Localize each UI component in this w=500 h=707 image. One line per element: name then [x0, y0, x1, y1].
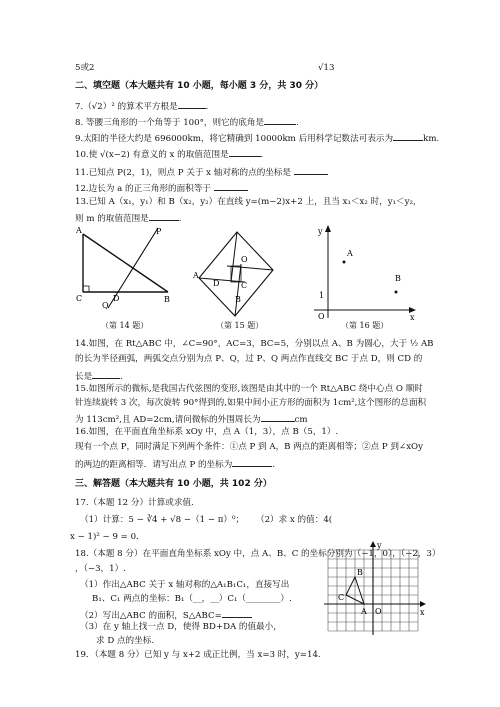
question-16-line-3: 的两边的距离相等．请写出点 P 的坐标为 . — [75, 457, 275, 470]
figure-15 — [191, 228, 281, 320]
answer-blank-13[interactable] — [149, 211, 179, 221]
question-18-part-1: （1）作出△ABC 关于 x 轴对称的△A₁B₁C₁，直接写出 — [80, 580, 290, 590]
question-17-part-1: （1）计算：5 − ∛4 + √8 −（1 − π）⁰； — [80, 515, 245, 525]
question-17: 17.（本题 12 分）计算或求值. — [75, 498, 194, 508]
answer-blank-14[interactable] — [92, 369, 120, 379]
question-11-text: 11.已知点 P(2，1)，则点 P 关于 x 轴对称的点的坐标是 — [75, 168, 292, 178]
fig15-label-d: D — [213, 279, 220, 288]
figure-16 — [306, 222, 418, 322]
question-18-part-3: （3）在 y 轴上找一点 D，使得 BD+DA 的值最小， — [80, 622, 282, 632]
answer-blank-18-area[interactable] — [222, 608, 252, 618]
fig16-label-x: x — [410, 313, 415, 322]
question-8-text: 8. 等腰三角形的一个角等于 100°，则它的底角是 — [75, 118, 265, 128]
question-18-line-1: 18.（本题 8 分）在平面直角坐标系 xOy 中，点 A、B、C 的坐标分别为（−1，0），（−2，3） — [75, 549, 441, 559]
section-3-title: 三、解答题（本大题共有 10 小题，共 102 分） — [75, 479, 272, 489]
fig14-label-a: A — [76, 226, 82, 235]
fig14-label-d: D — [113, 294, 120, 303]
fig15-label-c: C — [241, 281, 248, 290]
question-14-text: 长是 — [75, 372, 93, 382]
fig14-right-angle-mark — [83, 286, 89, 292]
question-18-part-2 — [80, 608, 252, 621]
question-7-text: 7.（√2）² 的算术平方根是 — [75, 102, 178, 112]
question-15-line-2: 针连续旋转 3 次，每次旋转 90°得到的,如果中间小正方形的面积为 1cm²,这个图形的总面积 — [75, 398, 427, 408]
question-16-line-2: 现有一个点 P，同时满足下列两个条件：①点 P 到 A，B 两点的距离相等；②点 P 到∠xOy — [75, 442, 423, 452]
fig14-label-q: Q — [102, 301, 109, 310]
fig15-label-a: A — [193, 271, 199, 280]
question-18-part-1-answers: B₁、C₁ 两点的坐标：B₁（__，__）C₁（________）. — [92, 594, 292, 604]
fig14-label-c: C — [76, 294, 83, 303]
question-9-text: 9.太阳的半径大约是 696000km，将它精确到 10000km 后用科学记数法可表示为 — [75, 134, 394, 144]
question-19: 19．（本题 8 分）已知 y 与 x+2 成正比例，当 x=3 时，y=14. — [75, 650, 321, 660]
question-16-text: 的两边的距离相等．请写出点 P 的坐标为 — [75, 460, 233, 470]
answer-blank-7[interactable] — [178, 99, 206, 109]
question-15-line-1: 15.如图所示的微标,是我国古代弦图的变形,该图是由其中的一个 Rt△ABC 绕中心点 O 顺时 — [75, 384, 423, 394]
question-8: 8. 等腰三角形的一个角等于 100°，则它的底角是 . — [75, 115, 299, 128]
question-15-unit: cm — [294, 415, 308, 425]
grid-label-x: x — [420, 608, 425, 617]
fig16-label-b: B — [395, 274, 401, 283]
question-9-unit: km. — [423, 134, 440, 144]
fig14-label-b: B — [164, 295, 170, 304]
grid-label-b: B — [357, 568, 363, 577]
figure-14-caption: （第 14 题） — [101, 321, 149, 330]
answer-blank-16[interactable] — [232, 457, 272, 467]
grid-x-arrow — [420, 601, 426, 607]
fig16-label-o: O — [318, 312, 325, 321]
question-9 — [75, 131, 439, 144]
question-14-line-1: 14.如图，在 Rt△ABC 中，∠C=90°，AC=3，BC=5，分别以点 A、B 为圆心，大于 ½ AB — [75, 339, 434, 349]
fig14-side-ab — [83, 234, 168, 292]
fig15-label-b: B — [235, 295, 241, 304]
question-16-line-1: 16.如图，在平面直角坐标系 xOy 中，点 A（1，3），点 B（5，1）. — [75, 427, 339, 437]
answer-blank-12[interactable] — [214, 181, 248, 191]
question-17-part-2-cont: x − 1)² − 9 = 0． — [70, 532, 145, 542]
figure-16-caption: （第 16 题） — [341, 321, 389, 330]
answer-blank-9[interactable] — [393, 131, 423, 141]
grid-label-c: C — [338, 593, 345, 602]
question-14-line-3: 长是 . — [75, 369, 123, 382]
top-left-answer: 5或2 — [75, 63, 95, 73]
fig16-label-y: y — [318, 227, 323, 236]
question-13-line-1: 13.已知 A（x₁，y₁）和 B（x₂，y₂）在直线 y=(m−2)x+2 上，且当 x₁＜x₂ 时，y₁＜y₂， — [75, 197, 422, 207]
question-15-line-3 — [75, 412, 308, 425]
section-2-title: 二、填空题（本大题共有 10 小题，每小题 3 分，共 30 分） — [75, 81, 324, 91]
top-right-answer: √13 — [318, 63, 335, 73]
question-18-line-2: ，（−3，1）. — [75, 564, 126, 574]
answer-blank-15[interactable] — [261, 412, 295, 422]
figure-15-caption: （第 15 题） — [216, 321, 264, 330]
question-17-part-2: （2）求 x 的值：4( — [256, 515, 333, 525]
answer-blank-8[interactable] — [264, 115, 296, 125]
question-11 — [75, 165, 328, 178]
question-10-text: 10.使 √(x−2) 有意义的 x 的取值范围是 — [75, 150, 229, 160]
fig16-point-b — [395, 291, 398, 294]
question-13-line-2: 则 m 的取值范围是 . — [75, 211, 182, 224]
question-18-part-3-cont: 求 D 点的坐标. — [96, 636, 155, 646]
grid-label-o: O — [375, 607, 382, 616]
grid-label-y: y — [377, 541, 382, 550]
answer-blank-10[interactable] — [229, 147, 261, 157]
fig16-point-a — [343, 261, 346, 264]
question-18-grid — [318, 540, 428, 640]
question-12 — [75, 181, 248, 194]
fig15-segment-3 — [235, 264, 241, 316]
grid-label-a: A — [361, 607, 367, 616]
fig15-label-o: O — [241, 255, 248, 264]
question-18-area-text: （2）写出△ABC 的面积，S△ABC= — [80, 611, 222, 621]
question-13-text: 则 m 的取值范围是 — [75, 214, 149, 224]
grid-y-arrow — [370, 541, 376, 547]
fig15-segment-2 — [227, 266, 273, 270]
figure-14 — [76, 222, 176, 312]
fig15-segment-4 — [199, 278, 245, 282]
answer-blank-11[interactable] — [294, 165, 328, 175]
fig16-tick-one: 1 — [319, 291, 325, 300]
question-10: 10.使 √(x−2) 有意义的 x 的取值范围是 . — [75, 147, 263, 160]
fig14-label-p: P — [156, 227, 162, 236]
fig15-segment-1 — [231, 232, 237, 282]
question-7: 7.（√2）² 的算术平方根是 . — [75, 99, 208, 112]
question-12-text: 12.边长为 a 的正三角形的面积等于 — [75, 184, 211, 194]
question-15-text: 为 113cm²,且 AD=2cm,请问微标的外围周长为 — [75, 415, 261, 425]
question-14-line-2: 的长为半径画弧，两弧交点分别为点 P、Q，过 P、Q 两点作直线交 BC 于点 D，则 CD 的 — [75, 354, 423, 364]
fig16-label-a: A — [347, 249, 353, 258]
fig16-y-arrow — [325, 225, 331, 232]
